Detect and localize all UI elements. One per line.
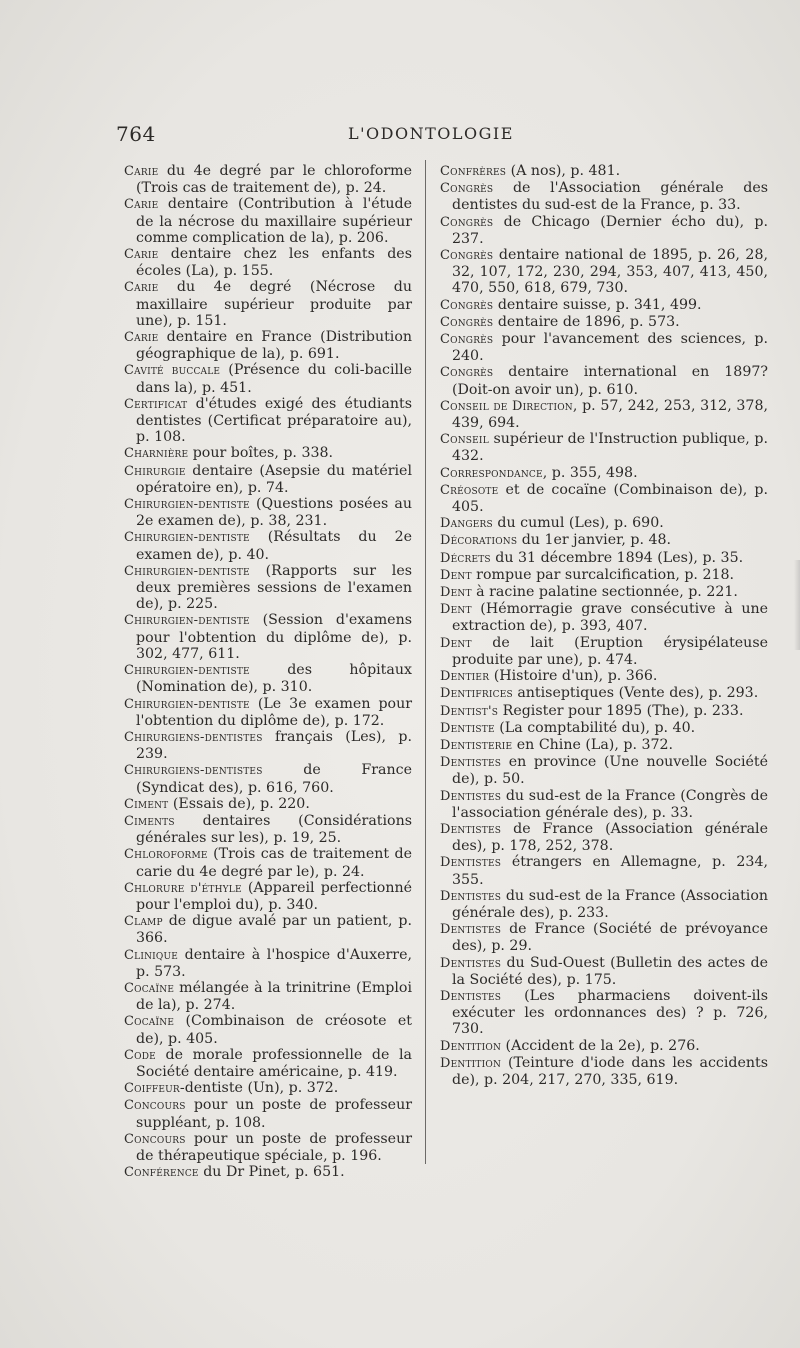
index-entry-headword: Dent — [440, 602, 472, 618]
index-entry-headword: Dentistes — [440, 988, 502, 1004]
index-entry-headword: Dentisterie — [440, 737, 513, 753]
index-entry-headword: Clamp — [124, 914, 163, 930]
index-entry-headword: Dentistes — [440, 955, 502, 971]
index-entry — [124, 796, 412, 813]
index-entry — [440, 550, 768, 567]
index-entry-headword: Congrès — [440, 365, 494, 381]
index-entry — [440, 788, 768, 821]
index-entry — [124, 1013, 412, 1046]
index-entry-text: (Session d'examens pour l'obtention du diplôme de), p. 302, 477, 611. — [136, 612, 412, 662]
index-entry — [124, 1097, 412, 1130]
index-entry-text: d'études exigé des étudiants dentistes (Certificat préparatoire au), p. 108. — [136, 395, 412, 446]
index-entry-text: français (Les), p. 239. — [136, 728, 412, 763]
index-entry-text: (Les pharmaciens doivent-ils exécuter les ordonnances des) ? p. 726, 730. — [452, 987, 768, 1038]
index-entry — [440, 584, 768, 601]
index-entry — [124, 445, 412, 462]
index-entry — [124, 846, 412, 879]
index-entry — [440, 988, 768, 1038]
index-entry-text: du Sud-Ouest (Bulletin des actes de la Société des), p. 175. — [452, 954, 768, 988]
index-entry — [440, 685, 768, 702]
index-entry-text: (Essais de), p. 220. — [168, 795, 310, 812]
index-entry-headword: Dentistes — [440, 821, 502, 837]
index-entry — [124, 163, 412, 196]
index-entry-text: -dentiste (Un), p. 372. — [179, 1080, 339, 1097]
index-entry-headword: Conseil — [440, 432, 489, 448]
index-entry-text: pour l'avancement des sciences, p. 240. — [452, 331, 768, 365]
index-entry — [440, 567, 768, 584]
index-entry — [440, 214, 768, 247]
index-entry-text: du Dr Pinet, p. 651. — [198, 1164, 345, 1181]
index-entry — [440, 515, 768, 532]
index-entry-headword: Congrès — [440, 248, 494, 264]
index-entry — [440, 635, 768, 668]
index-entry-text: (A nos), p. 481. — [506, 163, 621, 179]
index-entry-text: (Résultats du 2e examen de), p. 40. — [136, 529, 412, 563]
index-entry-headword: Chirurgien-dentiste — [124, 696, 250, 712]
index-entry — [124, 463, 412, 496]
index-entry — [440, 180, 768, 213]
index-entry-headword: Chlorure d'éthyle — [124, 880, 242, 896]
index-entry-headword: Chirurgiens-dentistes — [124, 763, 263, 779]
index-entry-text: de morale professionnelle de la Société dentaire américaine, p. 419. — [136, 1046, 412, 1080]
index-entry — [124, 563, 412, 613]
index-entry-text: rompue par surcalcification, p. 218. — [471, 566, 735, 583]
index-entry-headword: Cocaïne — [124, 980, 175, 996]
index-entry — [440, 921, 768, 954]
index-entry-headword: Chirurgien-dentiste — [124, 530, 250, 546]
index-entry — [124, 729, 412, 762]
index-entry — [124, 696, 412, 729]
index-entry-headword: Clinique — [124, 947, 179, 963]
index-entry-headword: Congrès — [440, 332, 494, 348]
index-entry-text: (Questions posées au 2e examen de), p. 38, 231. — [136, 496, 412, 530]
index-entry-headword: Conférence — [124, 1165, 199, 1181]
index-entry-text: de l'Association générale des dentistes du sud-est de la France, p. 33. — [452, 180, 768, 214]
index-entry — [124, 1080, 412, 1097]
index-entry-text: du 4e degré par le chloroforme (Trois cas de traitement de), p. 24. — [136, 163, 412, 197]
index-entry-text: dentaire suisse, p. 341, 499. — [493, 296, 702, 313]
index-entry — [440, 314, 768, 331]
index-entry-headword: Chirurgiens-dentistes — [124, 729, 263, 745]
index-entry — [440, 163, 768, 180]
index-entry-text: (Appareil perfectionné pour l'emploi du), p. 340. — [136, 879, 412, 913]
index-entry-text: (Trois cas de traitement de carie du 4e degré par le), p. 24. — [136, 846, 412, 880]
index-entry-headword: Cavité buccale — [124, 363, 221, 379]
index-entry-text: de Chicago (Dernier écho du), p. 237. — [452, 213, 768, 247]
index-entry-text: de digue avalé par un patient, p. 366. — [136, 913, 412, 947]
index-entry-text: , p. 57, 242, 253, 312, 378, 439, 694. — [452, 397, 768, 432]
index-entry-headword: Dentistes — [440, 855, 502, 871]
index-entry — [124, 980, 412, 1013]
index-entry-headword: Confrères — [440, 164, 507, 179]
index-entry-text: du 31 décembre 1894 (Les), p. 35. — [490, 549, 744, 566]
index-entry-text: du 1er janvier, p. 48. — [517, 532, 672, 549]
index-entry-text: dentaire (Asepsie du matériel opératoire en), p. 74. — [136, 462, 412, 496]
index-entry-text: et de cocaïne (Combinaison de), p. 405. — [452, 481, 768, 516]
index-entry — [124, 196, 412, 246]
index-entry-text: du sud-est de la France (Association générale des), p. 233. — [452, 887, 768, 921]
index-entry-headword: Dent — [440, 635, 472, 651]
index-entry-headword: Créosote — [440, 482, 499, 498]
index-entry-text: dentaires (Considérations générales sur les), p. 19, 25. — [136, 812, 412, 847]
index-entry — [440, 1055, 768, 1088]
index-entry-text: dentaire de 1896, p. 573. — [493, 313, 680, 330]
index-entry-headword: Chirurgie — [124, 463, 186, 479]
index-entry — [440, 1038, 768, 1055]
index-entry-text: de lait (Eruption érysipélateuse produite par une), p. 474. — [452, 634, 768, 668]
index-entry-text: (La comptabilité du), p. 40. — [494, 719, 696, 736]
index-entry-headword: Dentistes — [440, 755, 502, 771]
index-entry-headword: Dentifrices — [440, 686, 513, 702]
index-entry — [440, 703, 768, 720]
index-entry-text: étrangers en Allemagne, p. 234, 355. — [452, 854, 768, 888]
index-entry-headword: Décrets — [440, 550, 491, 566]
index-entry-text: (Histoire d'un), p. 366. — [489, 668, 658, 685]
index-entry-headword: Coiffeur — [124, 1081, 180, 1097]
index-entry-headword: Dent — [440, 585, 472, 601]
index-entry — [124, 762, 412, 795]
index-entry-headword: Correspondance — [440, 465, 543, 481]
index-entry-headword: Carie — [124, 280, 159, 296]
index-entry — [440, 431, 768, 464]
index-entry-text: (Accident de la 2e), p. 276. — [501, 1037, 700, 1054]
index-entry-headword: Certificat — [124, 396, 188, 412]
index-entry-text: dentaire à l'hospice d'Auxerre, p. 573. — [136, 946, 412, 980]
index-entry — [440, 668, 768, 685]
index-entry-headword: Code — [124, 1047, 156, 1063]
index-entry — [440, 482, 768, 515]
index-entry-headword: Dentistes — [440, 888, 502, 904]
index-entry-text: mélangée à la trinitrine (Emploi de la), p. 274. — [136, 979, 412, 1014]
index-entry-headword: Dentist's — [440, 703, 499, 719]
index-entry-text: en Chine (La), p. 372. — [512, 736, 674, 753]
index-entry-headword: Chirurgien-dentiste — [124, 497, 250, 513]
index-entry-text: pour un poste de professeur suppléant, p. 108. — [136, 1097, 412, 1131]
index-entry-text: en province (Une nouvelle Société de), p. 50. — [452, 754, 768, 788]
index-entry-text: dentaire (Contribution à l'étude de la nécrose du maxillaire supérieur comme complication de la), p. 206. — [136, 196, 412, 246]
index-entry-text: dentaire national de 1895, p. 26, 28, 32, 107, 172, 230, 294, 353, 407, 413, 450, 470, 550, 618, 679, 730. — [452, 247, 768, 297]
index-column-right — [440, 163, 768, 1088]
index-entry — [124, 813, 412, 846]
index-entry-text: (Hémorragie grave consécutive à une extraction de), p. 393, 407. — [452, 601, 768, 635]
index-entry — [124, 913, 412, 946]
index-entry — [440, 888, 768, 921]
index-entry-text: , p. 355, 498. — [542, 464, 638, 481]
index-entry-headword: Cocaïne — [124, 1014, 175, 1030]
index-entry — [124, 880, 412, 913]
index-entry — [124, 612, 412, 662]
index-entry-headword: Concours — [124, 1098, 186, 1114]
index-entry-text: (Teinture d'iode dans les accidents de), p. 204, 217, 270, 335, 619. — [452, 1054, 768, 1088]
index-entry-headword: Conseil de Direction — [440, 398, 573, 414]
index-entry-headword: Dentiste — [440, 720, 495, 736]
index-entry-headword: Charnière — [124, 446, 189, 462]
index-entry-headword: Chirurgien-dentiste — [124, 613, 250, 629]
index-entry — [124, 1164, 412, 1181]
index-entry-text: pour boîtes, p. 338. — [188, 445, 334, 462]
index-entry — [440, 955, 768, 988]
index-entry — [124, 246, 412, 279]
index-entry — [440, 854, 768, 887]
index-entry — [124, 279, 412, 329]
index-entry — [440, 532, 768, 549]
index-entry-headword: Dentition — [440, 1038, 502, 1054]
index-column-left — [124, 163, 412, 1181]
index-entry-headword: Congrès — [440, 181, 494, 197]
index-entry-text: du 4e degré (Nécrose du maxillaire supérieur produite par une), p. 151. — [136, 279, 412, 329]
index-entry — [440, 601, 768, 634]
index-entry — [124, 529, 412, 562]
index-entry-text: de France (Association générale des), p. 178, 252, 378. — [452, 820, 768, 855]
index-entry-headword: Chirurgien-dentiste — [124, 663, 250, 679]
index-entry-text: (Le 3e examen pour l'obtention du diplôme de), p. 172. — [136, 695, 412, 729]
index-entry — [124, 362, 412, 395]
index-entry-text: dentaire international en 1897? (Doit-on avoir un), p. 610. — [452, 364, 768, 398]
index-entry — [124, 329, 412, 362]
index-entry — [440, 398, 768, 431]
index-entry-headword: Dent — [440, 567, 472, 583]
index-entry-headword: Dentition — [440, 1055, 502, 1071]
index-entry — [124, 396, 412, 446]
index-entry — [440, 821, 768, 854]
index-entry — [440, 364, 768, 397]
index-entry-text: (Présence du coli-bacille dans la), p. 451. — [136, 362, 413, 396]
index-entry-text: de France (Syndicat des), p. 616, 760. — [136, 762, 412, 796]
index-entry — [440, 465, 768, 482]
index-entry-headword: Chirurgien-dentiste — [124, 563, 250, 579]
journal-title: L'ODONTOLOGIE — [348, 124, 514, 143]
index-entry-text: antiseptiques (Vente des), p. 293. — [512, 685, 759, 702]
index-entry-text: pour un poste de professeur de thérapeutique spéciale, p. 196. — [136, 1130, 412, 1164]
index-entry — [440, 247, 768, 297]
index-entry-text: du sud-est de la France (Congrès de l'association générale des), p. 33. — [452, 787, 768, 821]
index-entry — [124, 1131, 412, 1164]
index-entry-headword: Congrès — [440, 314, 494, 330]
index-entry — [124, 496, 412, 529]
index-entry-headword: Ciment — [124, 796, 169, 812]
index-entry — [440, 754, 768, 787]
index-entry-text: (Rapports sur les deux premières sessions de l'examen de), p. 225. — [136, 562, 412, 613]
index-entry-text: du cumul (Les), p. 690. — [492, 515, 664, 532]
index-entry — [124, 1047, 412, 1080]
index-entry-text: de France (Société de prévoyance des), p. 29. — [452, 921, 768, 955]
index-entry-headword: Concours — [124, 1131, 186, 1147]
index-entry-headword: Carie — [124, 197, 159, 213]
index-entry-headword: Carie — [124, 330, 159, 346]
index-entry — [440, 297, 768, 314]
index-entry-text: à racine palatine sectionnée, p. 221. — [471, 584, 738, 601]
column-divider — [425, 160, 426, 1164]
index-entry-headword: Dentistes — [440, 788, 502, 804]
running-head — [116, 122, 800, 146]
index-entry — [124, 947, 412, 980]
index-entry-headword: Carie — [124, 164, 159, 179]
index-entry-headword: Carie — [124, 247, 159, 263]
index-entry-text: dentaire en France (Distribution géographique de la), p. 691. — [136, 329, 412, 363]
index-entry-headword: Dentistes — [440, 922, 502, 938]
index-entry — [440, 720, 768, 737]
index-entry-text: (Combinaison de créosote et de), p. 405. — [136, 1013, 412, 1047]
index-entry-text: dentaire chez les enfants des écoles (La), p. 155. — [136, 246, 412, 280]
page-edge-shadow — [794, 560, 800, 650]
index-entry-headword: Dentier — [440, 669, 490, 685]
index-entry — [440, 331, 768, 364]
index-entry-headword: Congrès — [440, 214, 494, 230]
index-entry — [124, 662, 412, 695]
index-entry-headword: Ciments — [124, 813, 175, 829]
index-entry-text: supérieur de l'Instruction publique, p. 432. — [452, 431, 768, 465]
index-entry-text: des hôpitaux (Nomination de), p. 310. — [136, 662, 412, 696]
page-number: 764 — [116, 122, 156, 146]
index-entry-headword: Décorations — [440, 533, 518, 549]
index-entry-text: Register pour 1895 (The), p. 233. — [498, 702, 744, 719]
index-entry-headword: Congrès — [440, 297, 494, 313]
index-entry-headword: Dangers — [440, 516, 493, 532]
index-entry — [440, 737, 768, 754]
index-entry-headword: Chloroforme — [124, 847, 208, 863]
